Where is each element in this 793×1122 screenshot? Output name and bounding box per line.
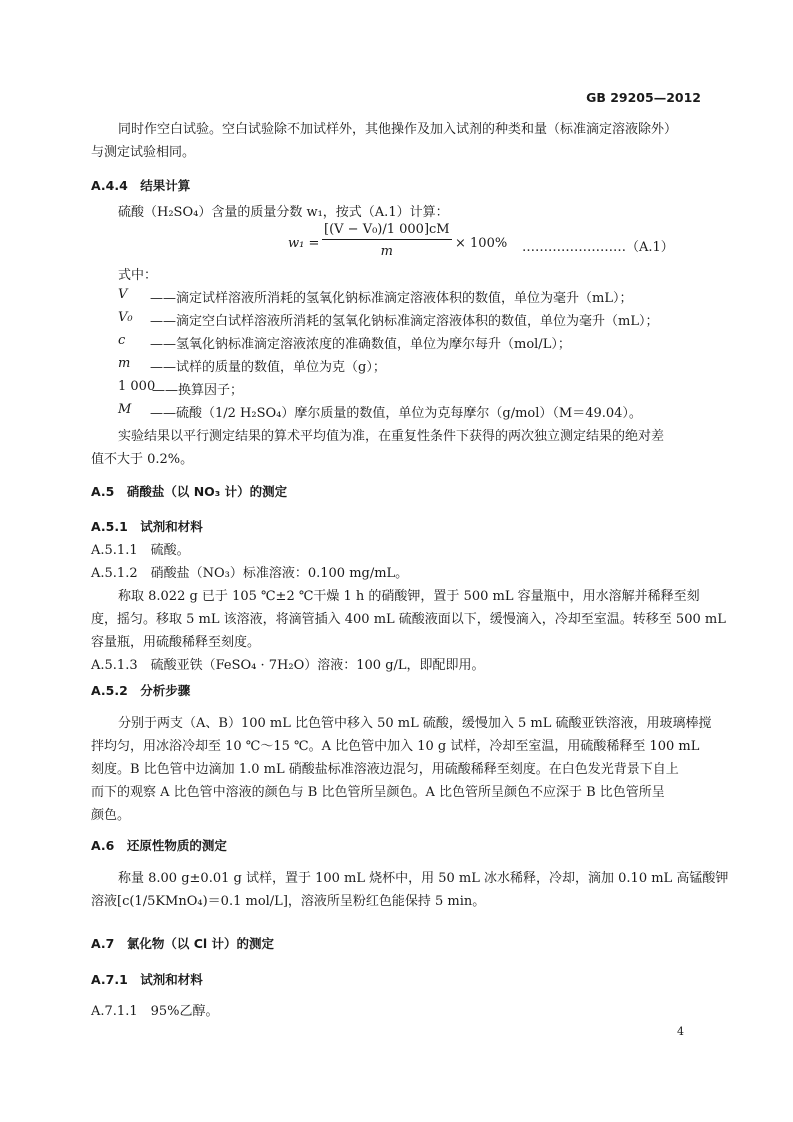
a6-line-1: 称量 8.00 g±0.01 g 试样，置于 100 mL 烧杯中，用 50 mL 冰水稀释，冷却，滴加 0.10 mL 高锰酸钾 xyxy=(118,871,729,886)
formula-rhs: × 100% xyxy=(455,236,508,251)
section-a51-heading: A.5.1 试剂和材料 xyxy=(91,519,203,534)
var-symbol: M xyxy=(118,402,132,417)
result-line-2: 值不大于 0.2%。 xyxy=(91,452,194,467)
section-a7-heading: A.7 氯化物（以 Cl 计）的测定 xyxy=(91,936,275,951)
blank-test-line-1: 同时作空白试验。空白试验除不加试样外，其他操作及加入试剂的种类和量（标准滴定溶液除外） xyxy=(118,122,678,137)
a512-line-2: 度，摇匀。移取 5 mL 该溶液，将滴管插入 400 mL 硫酸液面以下，缓慢滴入，冷却至室温。转移至 500 mL xyxy=(91,612,726,627)
var-symbol: V xyxy=(118,287,128,302)
a511-text: A.5.1.1 硫酸。 xyxy=(91,543,190,558)
a711-text: A.7.1.1 95%乙醇。 xyxy=(91,1004,219,1019)
var-symbol: c xyxy=(118,333,126,348)
a513-text: A.5.1.3 硫酸亚铁（FeSO₄ · 7H₂O）溶液：100 g/L，即配即用。 xyxy=(91,658,485,673)
var-definition: ——硫酸（1/2 H₂SO₄）摩尔质量的数值，单位为克每摩尔（g/mol）（M＝49.04）。 xyxy=(150,406,642,421)
var-symbol: V₀ xyxy=(118,310,133,325)
page-number: 4 xyxy=(677,1025,684,1038)
var-definition: ——滴定空白试样溶液所消耗的氢氧化钠标准滴定溶液体积的数值，单位为毫升（mL）； xyxy=(150,314,659,329)
result-line-1: 实验结果以平行测定结果的算术平均值为准，在重复性条件下获得的两次独立测定结果的绝对差 xyxy=(118,429,665,444)
section-a5-heading: A.5 硝酸盐（以 NO₃ 计）的测定 xyxy=(91,484,288,499)
section-a71-heading: A.7.1 试剂和材料 xyxy=(91,972,203,987)
formula-label: ……………………（A.1） xyxy=(522,240,674,255)
standard-code-header: GB 29205—2012 xyxy=(586,90,701,105)
var-definition: ——试样的质量的数值，单位为克（g）； xyxy=(150,360,386,375)
a44-intro: 硫酸（H₂SO₄）含量的质量分数 w₁，按式（A.1）计算： xyxy=(118,205,449,220)
var-definition: ——氢氧化钠标准滴定溶液浓度的准确数值，单位为摩尔每升（mol/L）； xyxy=(150,337,571,352)
formula-numerator: [(V − V₀)/1 000]cM xyxy=(322,222,452,240)
section-a44-heading: A.4.4 结果计算 xyxy=(91,178,191,193)
formula-lhs: w₁ = xyxy=(288,236,320,251)
section-a6-heading: A.6 还原性物质的测定 xyxy=(91,838,227,853)
where-label: 式中： xyxy=(118,268,158,283)
blank-test-line-2: 与测定试验相同。 xyxy=(91,145,196,160)
a52-line-4: 而下的观察 A 比色管中溶液的颜色与 B 比色管所呈颜色。A 比色管所呈颜色不应深于 B 比色管所呈 xyxy=(91,785,665,800)
var-symbol: m xyxy=(118,356,131,371)
var-definition: ——滴定试样溶液所消耗的氢氧化钠标准滴定溶液体积的数值，单位为毫升（mL）； xyxy=(150,291,633,306)
a512-line-3: 容量瓶，用硫酸稀释至刻度。 xyxy=(91,635,261,650)
a52-line-1: 分别于两支（A、B）100 mL 比色管中移入 50 mL 硫酸，缓慢加入 5 mL 硫酸亚铁溶液，用玻璃棒搅 xyxy=(118,716,712,731)
a52-line-3: 刻度。B 比色管中边滴加 1.0 mL 硝酸盐标准溶液边混匀，用硫酸稀释至刻度。在白色发光背景下自上 xyxy=(91,762,679,777)
a52-line-2: 拌均匀，用冰浴冷却至 10 ℃～15 ℃。A 比色管中加入 10 g 试样，冷却至室温，用硫酸稀释至 100 mL xyxy=(91,739,700,754)
a512-line-1: 称取 8.022 g 已于 105 ℃±2 ℃干燥 1 h 的硝酸钾，置于 500 mL 容量瓶中，用水溶解并稀释至刻 xyxy=(118,589,700,604)
formula-fraction xyxy=(322,222,452,259)
a512-text: A.5.1.2 硝酸盐（NO₃）标准溶液：0.100 mg/mL。 xyxy=(91,566,409,581)
var-definition: ——换算因子； xyxy=(152,383,244,398)
var-symbol: 1 000 xyxy=(118,379,156,394)
section-a52-heading: A.5.2 分析步骤 xyxy=(91,683,191,698)
formula-denominator: m xyxy=(380,244,393,259)
a6-line-2: 溶液[c(1/5KMnO₄)＝0.1 mol/L]，溶液所呈粉红色能保持 5 min。 xyxy=(91,894,486,909)
a52-line-5: 颜色。 xyxy=(91,808,131,823)
